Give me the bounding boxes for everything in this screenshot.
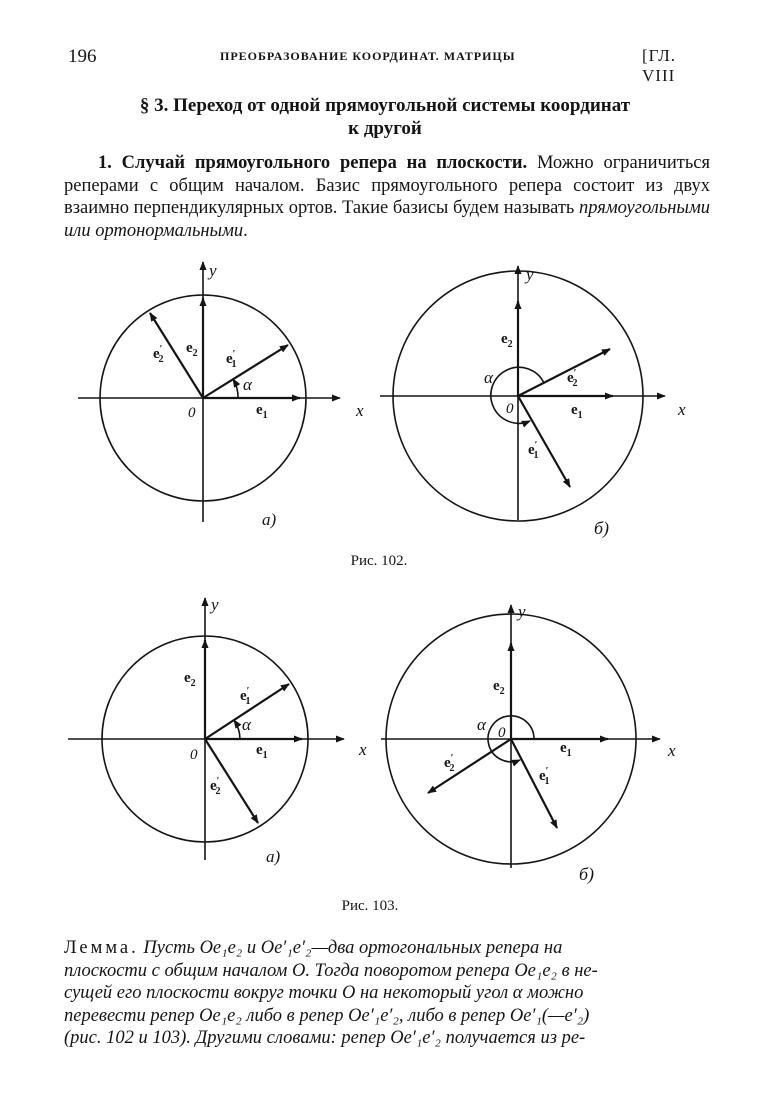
fig102b-origin-label: 0 <box>506 401 514 417</box>
fig103b-origin-label: 0 <box>498 725 506 741</box>
fig102a <box>78 262 340 522</box>
fig102b-alpha-label: α <box>484 368 493 387</box>
fig102b-e1p-label: e′ 1 <box>528 440 539 461</box>
fig102a-e2-label: $e_2$ <box>186 340 198 359</box>
section-title-line2: к другой <box>348 118 422 139</box>
fig102a-x-label: x <box>356 401 364 420</box>
fig103b-x-label: x <box>668 741 676 760</box>
fig103a-caption-letter: a) <box>266 847 281 866</box>
fig102b-e1p-arrow <box>518 396 570 487</box>
fig103a-y-label: y <box>211 595 219 614</box>
fig102a-e2p-label: e′ 2 <box>153 344 164 365</box>
fig102b-e2-label: $e_2$ <box>501 331 513 350</box>
lemma-line4: перевести репер Oe₁e₂ либо в репер Oe′₁e′₂, либо в репер Oe′₁(—e′₂) <box>64 1005 590 1026</box>
fig103b-e1-label: $e_1$ <box>560 740 572 759</box>
fig102a-angle-arc <box>233 379 238 398</box>
fig102b-x-label: x <box>678 400 686 419</box>
page-number: 196 <box>68 46 97 67</box>
fig102b-labels <box>484 265 686 539</box>
fig103a-e2p-label: e′ 2 <box>210 776 221 797</box>
fig103a-alpha-label: α <box>242 715 251 734</box>
fig102a-caption-letter: a) <box>262 510 277 529</box>
fig103a-e1p-label: e′ 1 <box>240 686 251 707</box>
fig103a <box>68 598 344 860</box>
fig102a-e1-label: $e_1$ <box>256 402 268 421</box>
paragraph-end: . <box>243 220 248 241</box>
fig103b-e1p-arrow <box>511 739 557 828</box>
fig103b-e2p-arrow <box>428 739 511 793</box>
lemma <box>64 937 710 1050</box>
fig102b-caption-letter: б) <box>594 518 610 538</box>
lemma-line2: плоскости с общим началом O. Тогда поворотом репера Oe₁e₂ в не- <box>64 960 598 981</box>
fig102a-y-label: y <box>209 261 217 280</box>
fig102b-e1-label: $e_1$ <box>571 402 583 421</box>
fig102a-alpha-label: α <box>243 375 252 394</box>
fig103a-e1-label: $e_1$ <box>256 742 268 761</box>
lemma-line5: (рис. 102 и 103). Другими словами: репер Oe′₁e′₂ получается из ре- <box>64 1028 586 1048</box>
fig103b-alpha-label: α <box>477 715 486 734</box>
paragraph-lead: 1. Случай прямоугольного репера на плоскости. <box>98 153 528 173</box>
lemma-word: Лемма. <box>64 938 139 958</box>
fig102b <box>380 266 665 521</box>
fig103b-e1p-label: e′ 1 <box>539 766 550 787</box>
fig103b <box>381 605 660 868</box>
word-or: или <box>64 220 91 241</box>
term-rectangular: прямоугольными <box>579 198 711 218</box>
fig103a-angle-arc <box>234 720 240 739</box>
fig103b-y-label: y <box>518 602 526 621</box>
running-title: ПРЕОБРАЗОВАНИЕ КООРДИНАТ. МАТРИЦЫ <box>220 49 516 63</box>
fig102a-labels <box>153 261 364 529</box>
fig103b-caption-letter: б) <box>579 864 595 884</box>
fig103b-labels <box>444 602 676 885</box>
lemma-line1-text: Пусть Oe₁e₂ и Oe′₁e′₂—два ортогональных репера на <box>143 938 563 958</box>
fig103b-e2p-label: e′ 2 <box>444 753 455 774</box>
term-orthonormal: ортонормальными <box>95 220 244 241</box>
fig103-caption: Рис. 103. <box>341 898 399 914</box>
fig103b-e2-label: $e_2$ <box>493 678 505 697</box>
fig103a-origin-label: 0 <box>190 747 198 763</box>
fig102a-e1p-label: e′ 1 <box>226 349 237 370</box>
fig102b-e2p-label: e′ 2 <box>567 368 578 389</box>
fig102-caption: Рис. 102. <box>350 553 408 569</box>
lemma-line1 <box>64 937 710 960</box>
fig102b-e2p-arrow <box>518 349 610 396</box>
lemma-line3: сущей его плоскости вокруг точки O на некоторый угол α можно <box>64 983 584 1003</box>
fig103a-x-label: x <box>359 740 367 759</box>
fig102a-origin-label: 0 <box>188 405 196 421</box>
section-title-line1: § 3. Переход от одной прямоугольной системы координат <box>139 95 631 116</box>
chapter-label: [ГЛ. VIII <box>642 46 676 85</box>
fig102b-y-label: y <box>526 265 534 284</box>
paragraph-text: Можно ограничиться реперами с общим началом. Базис прямоугольного репера состоит из двух взаимно перпендикулярных ортов. Такие базисы будем называть <box>64 153 711 218</box>
fig103a-e2-label: $e_2$ <box>184 670 196 689</box>
